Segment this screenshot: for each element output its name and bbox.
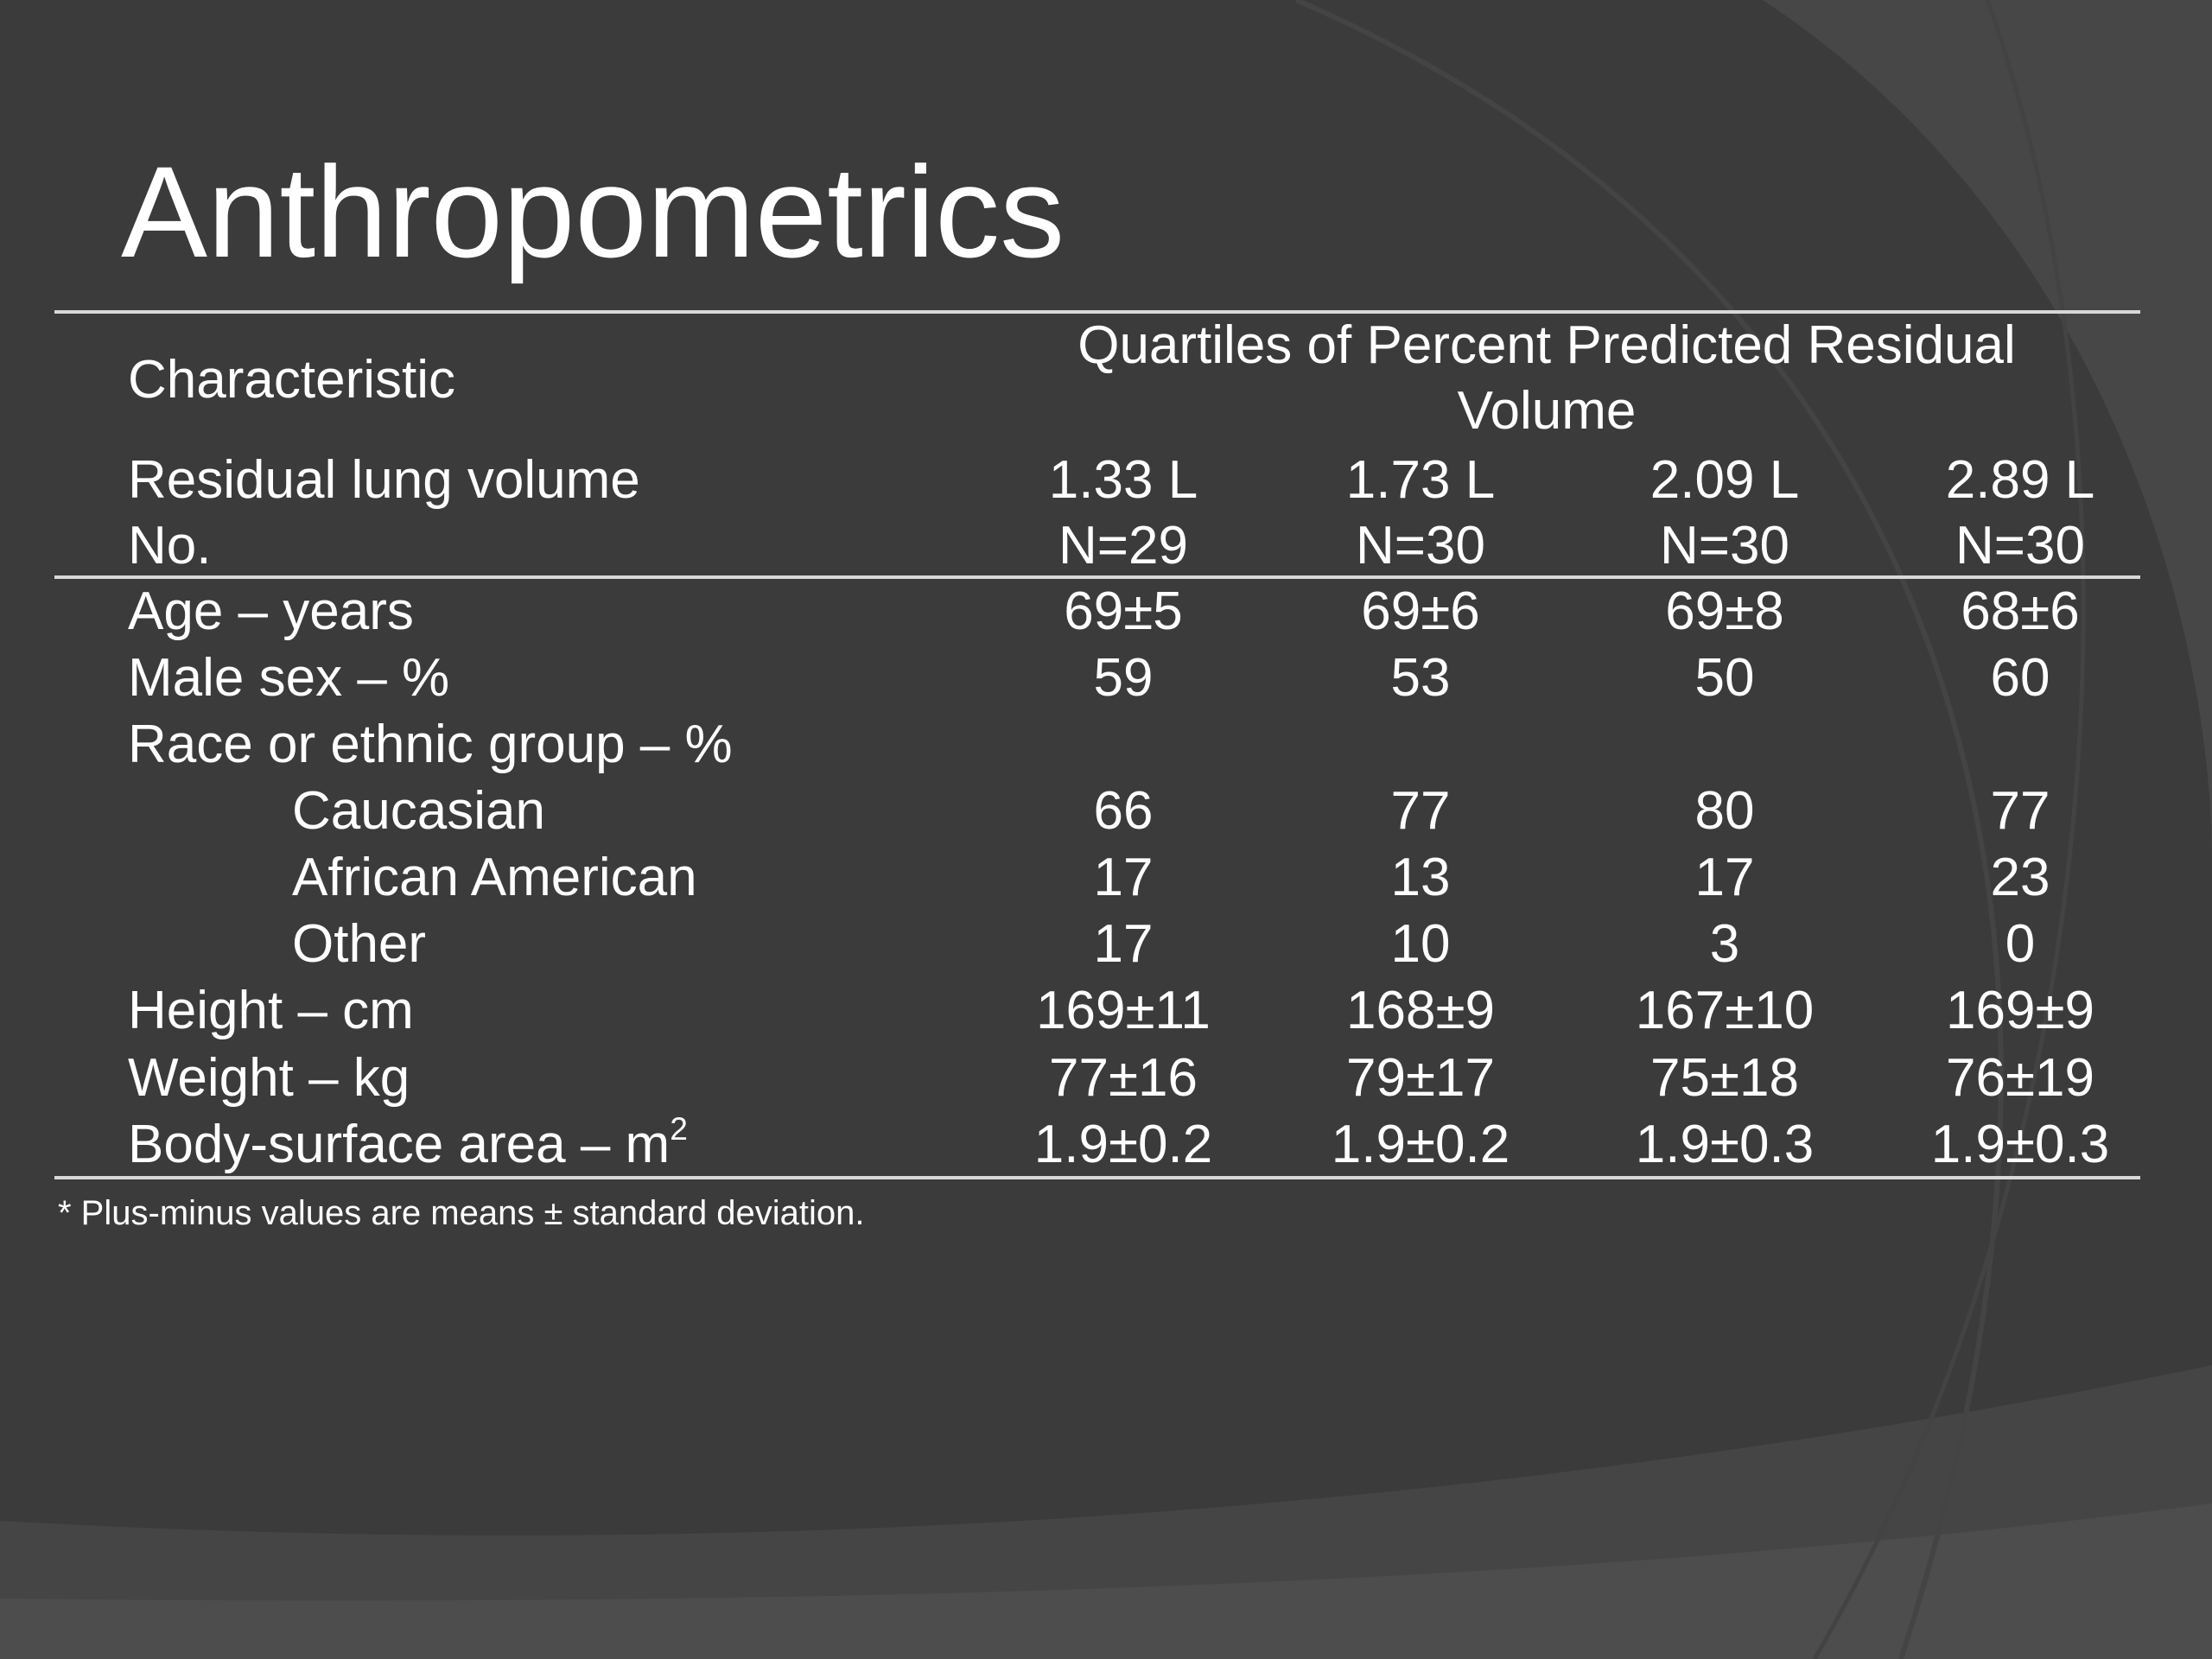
- table-cell: 50: [1694, 648, 1755, 708]
- table-cell: 17: [1093, 914, 1154, 974]
- table-cell: 0: [2005, 914, 2036, 974]
- row-label: [292, 779, 545, 844]
- row-label: [128, 978, 414, 1044]
- row-label-text: Other: [292, 914, 427, 974]
- table-cell: 69±6: [1361, 582, 1480, 641]
- row-label-text: Age – years: [128, 582, 414, 641]
- table-cell: 169±11: [1036, 981, 1211, 1040]
- table-cell: 168±9: [1346, 981, 1495, 1040]
- footnote: * Plus-minus values are means ± standard deviation.: [58, 1194, 865, 1232]
- table-cell: 53: [1390, 648, 1451, 708]
- table-cell: 1.9±0.3: [1930, 1115, 2110, 1174]
- row-label: [292, 845, 697, 911]
- quartile-volume: 2.09 L: [1649, 450, 1800, 510]
- table-cell: 1.9±0.3: [1635, 1115, 1815, 1174]
- slide-title: Anthropometrics: [121, 139, 1065, 284]
- row-label: [128, 645, 449, 711]
- row-label: [128, 1109, 688, 1178]
- quartile-volume: 2.89 L: [1945, 450, 2095, 510]
- table-cell: 167±10: [1635, 981, 1815, 1040]
- quartile-volume: 1.73 L: [1345, 450, 1496, 510]
- table-header-rule: [54, 575, 2140, 579]
- table-cell: 80: [1694, 781, 1755, 841]
- quartile-n: N=30: [1356, 516, 1485, 575]
- quartile-n: N=30: [1660, 516, 1789, 575]
- table-cell: 1.9±0.2: [1331, 1115, 1510, 1174]
- table-cell: 17: [1093, 848, 1154, 907]
- table-bottom-rule: [54, 1176, 2140, 1179]
- table-cell: 60: [1990, 648, 2050, 708]
- quartile-n: N=30: [1955, 516, 2085, 575]
- header-quartiles-group: Quartiles of Percent Predicted Residual Volume: [1077, 315, 2016, 441]
- row-label-residual-volume: Residual lung volume: [128, 450, 640, 510]
- table-cell: 17: [1694, 848, 1755, 907]
- row-label-text: African American: [292, 848, 697, 907]
- row-label: [128, 579, 414, 645]
- table-cell: 23: [1990, 848, 2050, 907]
- header-characteristic: Characteristic: [128, 350, 455, 410]
- table-cell: 69±8: [1665, 582, 1784, 641]
- row-label-text: Body-surface area – m: [128, 1115, 671, 1174]
- table-cell: 75±18: [1650, 1048, 1799, 1108]
- row-label-superscript: 2: [670, 1109, 688, 1147]
- table-cell: 77±16: [1049, 1048, 1198, 1108]
- row-label: [292, 912, 426, 977]
- table-cell: 13: [1390, 848, 1451, 907]
- table-cell: 69±5: [1064, 582, 1183, 641]
- table-cell: 79±17: [1346, 1048, 1495, 1108]
- table-cell: 68±6: [1961, 582, 2080, 641]
- row-label-text: Caucasian: [292, 781, 545, 841]
- row-label-text: Male sex – %: [128, 648, 450, 708]
- table-cell: 77: [1990, 781, 2050, 841]
- table-cell: 1.9±0.2: [1033, 1115, 1213, 1174]
- quartile-n: N=29: [1058, 516, 1188, 575]
- row-label-text: Height – cm: [128, 981, 414, 1040]
- table-cell: 169±9: [1946, 981, 2094, 1040]
- table-cell: 3: [1709, 914, 1740, 974]
- table-cell: 59: [1093, 648, 1154, 708]
- quartile-volume: 1.33 L: [1048, 450, 1198, 510]
- row-label-text: Race or ethnic group – %: [128, 715, 733, 774]
- row-label-no: No.: [128, 516, 212, 575]
- table-cell: 76±19: [1946, 1048, 2094, 1108]
- table-cell: 66: [1093, 781, 1154, 841]
- row-label: [128, 1046, 410, 1111]
- table-cell: 77: [1390, 781, 1451, 841]
- row-label-text: Weight – kg: [128, 1048, 410, 1108]
- row-label: [128, 712, 733, 778]
- table-cell: 10: [1390, 914, 1451, 974]
